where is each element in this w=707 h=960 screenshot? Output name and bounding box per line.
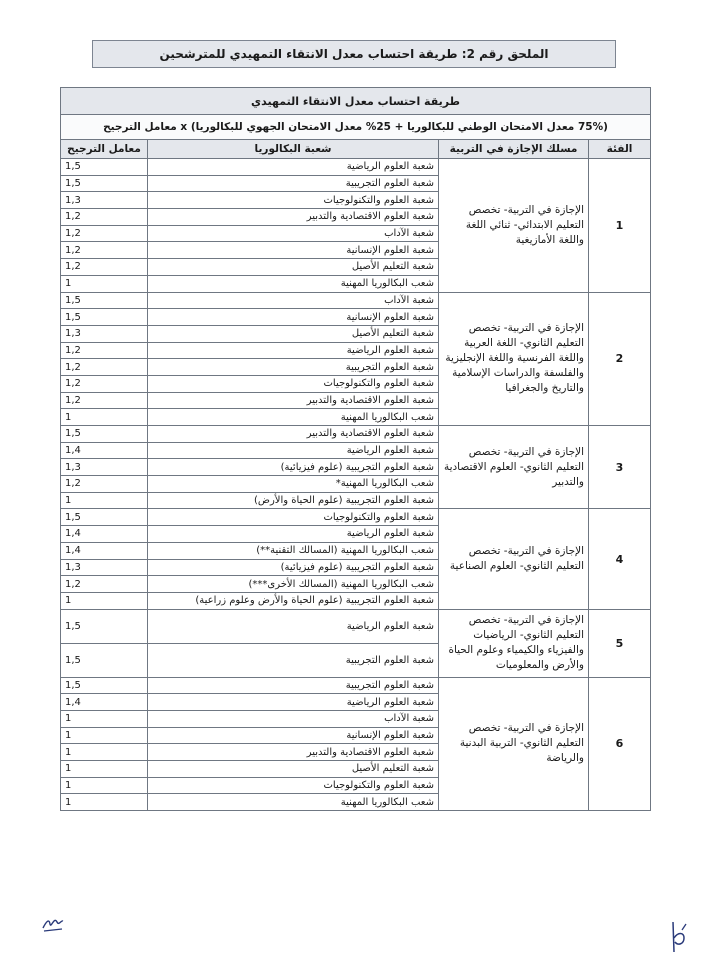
bac-cell: شعبة العلوم الرياضية	[148, 342, 439, 359]
bac-cell: شعبة العلوم التجريبية (علوم فيزيائية)	[148, 459, 439, 476]
coef-cell: 1,4	[61, 526, 148, 543]
bac-cell: شعب البكالوريا المهنية*	[148, 476, 439, 493]
coef-cell: 1,2	[61, 225, 148, 242]
path-cell: الإجازة في التربية- تخصص التعليم الثانوي- التربية البدنية والرياضة	[439, 677, 589, 811]
coef-cell: 1,5	[61, 643, 148, 677]
coef-cell: 1	[61, 492, 148, 509]
coef-cell: 1,5	[61, 159, 148, 176]
bac-cell: شعبة العلوم التجريبية (علوم فيزيائية)	[148, 559, 439, 576]
table-title: طريقة احتساب معدل الانتقاء التمهيدي	[61, 88, 651, 115]
bac-cell: شعبة العلوم التجريبية (علوم الحياة والأرض)	[148, 492, 439, 509]
coef-cell: 1,3	[61, 192, 148, 209]
coef-cell: 1,4	[61, 442, 148, 459]
bac-cell: شعبة العلوم التجريبية	[148, 175, 439, 192]
bac-cell: شعبة العلوم التجريبية	[148, 677, 439, 694]
coef-cell: 1,2	[61, 242, 148, 259]
category-cell: 3	[589, 426, 651, 509]
coef-cell: 1,4	[61, 694, 148, 711]
coef-cell: 1,5	[61, 292, 148, 309]
bac-cell: شعبة العلوم الرياضية	[148, 609, 439, 643]
bac-cell: شعب البكالوريا المهنية (المسالك التقنية**)	[148, 542, 439, 559]
path-cell: الإجازة في التربية- تخصص التعليم الثانوي- العلوم الاقتصادية والتدبير	[439, 426, 589, 509]
bac-cell: شعب البكالوريا المهنية	[148, 275, 439, 292]
bac-cell: شعبة الآداب	[148, 225, 439, 242]
category-cell: 5	[589, 609, 651, 677]
table-row	[61, 426, 651, 443]
bac-cell: شعبة العلوم الرياضية	[148, 442, 439, 459]
bac-cell: شعبة العلوم والتكنولوجيات	[148, 192, 439, 209]
table-row	[61, 509, 651, 526]
bac-cell: شعبة العلوم الإنسانية	[148, 242, 439, 259]
bac-cell: شعبة العلوم الاقتصادية والتدبير	[148, 744, 439, 761]
coef-cell: 1	[61, 727, 148, 744]
coef-cell: 1,2	[61, 359, 148, 376]
table-row	[61, 677, 651, 694]
coef-cell: 1,3	[61, 325, 148, 342]
coef-cell: 1,5	[61, 509, 148, 526]
table-row	[61, 609, 651, 643]
path-cell: الإجازة في التربية- تخصص التعليم الابتدائي- ثنائي اللغة واللغة الأمازيغية	[439, 159, 589, 293]
weighting-table	[60, 87, 651, 811]
coef-cell: 1,5	[61, 175, 148, 192]
coef-cell: 1,2	[61, 259, 148, 276]
header-coef: معامل الترجيح	[61, 140, 148, 159]
bac-cell: شعبة العلوم الرياضية	[148, 526, 439, 543]
category-cell: 2	[589, 292, 651, 426]
bac-cell: شعبة الآداب	[148, 292, 439, 309]
annex-title: الملحق رقم 2: طريقة احتساب معدل الانتقاء التمهيدي للمترشحين	[92, 40, 616, 68]
bac-cell: شعبة العلوم الرياضية	[148, 694, 439, 711]
bac-cell: شعبة العلوم والتكنولوجيات	[148, 777, 439, 794]
formula-row: (75% معدل الامتحان الوطني للبكالوريا + 25% معدل الامتحان الجهوي للبكالوريا) x معامل الترجيح	[61, 115, 651, 140]
header-category: الفئة	[589, 140, 651, 159]
path-cell: الإجازة في التربية- تخصص التعليم الثانوي- اللغة العربية واللغة الفرنسية واللغة الإنجليزية والفلسفة والدراسات الإسلامية والتاريخ والجغرافيا	[439, 292, 589, 426]
bac-cell: شعبة العلوم الاقتصادية والتدبير	[148, 426, 439, 443]
path-cell: الإجازة في التربية- تخصص التعليم الثانوي- الرياضيات والفيزياء والكيمياء وعلوم الحياة والأرض والمعلوميات	[439, 609, 589, 677]
coef-cell: 1	[61, 592, 148, 609]
coef-cell: 1,2	[61, 375, 148, 392]
category-cell: 6	[589, 677, 651, 811]
bac-cell: شعبة العلوم التجريبية	[148, 643, 439, 677]
coef-cell: 1,3	[61, 559, 148, 576]
coef-cell: 1,5	[61, 677, 148, 694]
bac-cell: شعبة التعليم الأصيل	[148, 325, 439, 342]
coef-cell: 1,3	[61, 459, 148, 476]
bac-cell: شعبة العلوم التجريبية (علوم الحياة والأرض وعلوم زراعية)	[148, 592, 439, 609]
bac-cell: شعب البكالوريا المهنية	[148, 409, 439, 426]
coef-cell: 1,2	[61, 392, 148, 409]
coef-cell: 1,5	[61, 309, 148, 326]
table-row	[61, 292, 651, 309]
coef-cell: 1,5	[61, 609, 148, 643]
coef-cell: 1,4	[61, 542, 148, 559]
bac-cell: شعبة العلوم والتكنولوجيات	[148, 375, 439, 392]
coef-cell: 1,2	[61, 342, 148, 359]
category-cell: 4	[589, 509, 651, 609]
bac-cell: شعبة العلوم الرياضية	[148, 159, 439, 176]
coef-cell: 1	[61, 744, 148, 761]
coef-cell: 1,2	[61, 476, 148, 493]
coef-cell: 1	[61, 794, 148, 811]
bac-cell: شعبة التعليم الأصيل	[148, 761, 439, 778]
table-row	[61, 159, 651, 176]
coef-cell: 1	[61, 710, 148, 727]
coef-cell: 1	[61, 761, 148, 778]
coef-cell: 1,5	[61, 426, 148, 443]
category-cell: 1	[589, 159, 651, 293]
header-path: مسلك الإجازة في التربية	[439, 140, 589, 159]
bac-cell: شعب البكالوريا المهنية (المسالك الأخرى***)	[148, 576, 439, 593]
bac-cell: شعبة العلوم الإنسانية	[148, 727, 439, 744]
bac-cell: شعبة الآداب	[148, 710, 439, 727]
signature-mark-left	[40, 912, 66, 934]
coef-cell: 1,2	[61, 209, 148, 226]
coef-cell: 1	[61, 275, 148, 292]
bac-cell: شعبة العلوم الاقتصادية والتدبير	[148, 392, 439, 409]
header-bac: شعبة البكالوريا	[148, 140, 439, 159]
bac-cell: شعبة العلوم الاقتصادية والتدبير	[148, 209, 439, 226]
coef-cell: 1	[61, 777, 148, 794]
bac-cell: شعب البكالوريا المهنية	[148, 794, 439, 811]
bac-cell: شعبة التعليم الأصيل	[148, 259, 439, 276]
path-cell: الإجازة في التربية- تخصص التعليم الثانوي- العلوم الصناعية	[439, 509, 589, 609]
coef-cell: 1	[61, 409, 148, 426]
signature-mark-right	[668, 920, 690, 954]
table-body	[61, 159, 651, 811]
bac-cell: شعبة العلوم والتكنولوجيات	[148, 509, 439, 526]
bac-cell: شعبة العلوم التجريبية	[148, 359, 439, 376]
bac-cell: شعبة العلوم الإنسانية	[148, 309, 439, 326]
coef-cell: 1,2	[61, 576, 148, 593]
